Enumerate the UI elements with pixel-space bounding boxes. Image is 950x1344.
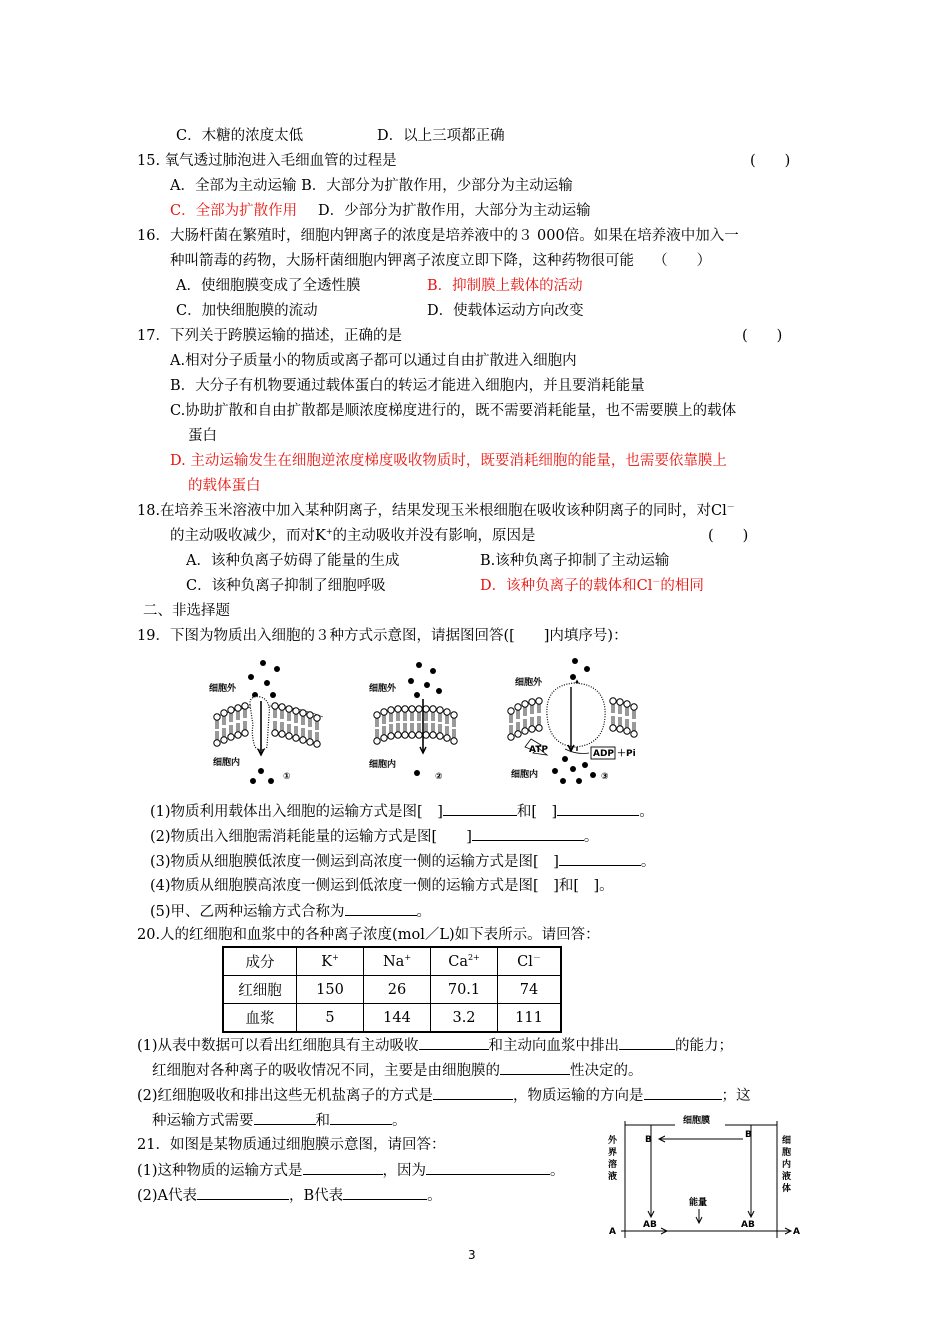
- q17-option-c-line2: 蛋白: [188, 428, 217, 444]
- diagram-1-inside-label: 细胞内: [213, 758, 241, 768]
- diagram-2-number: ②: [435, 772, 443, 782]
- q15-option-d: D．少部分为扩散作用，大部分为主动运输: [318, 203, 591, 219]
- q19-s1-blank-b[interactable]: [557, 801, 639, 816]
- table-cell: 150: [297, 976, 364, 1004]
- q20-s2-blank-c[interactable]: [254, 1110, 316, 1125]
- table-header-cell: Cl－: [498, 947, 562, 976]
- q19-s2-blank[interactable]: [472, 826, 584, 841]
- membrane-transport-diagram: [205, 655, 645, 795]
- q17-option-d-line1: D. 主动运输发生在细胞逆浓度梯度吸收物质时，既要消耗细胞的能量，也需要依靠膜上: [170, 453, 727, 469]
- q19-sub-1: (1)物质利用载体出入细胞的运输方式是图[ ] 和[ ] 。: [150, 801, 654, 822]
- table-cell: 26: [364, 976, 431, 1004]
- inside-liquid-label-3: 内: [782, 1160, 792, 1170]
- q16-option-a: A．使细胞膜变成了全透性膜: [176, 278, 361, 294]
- q18-option-b: B.该种负离子抑制了主动运输: [480, 553, 670, 569]
- q21-sub-2: (2)A代表 ，B代表 。: [137, 1185, 442, 1206]
- q19-sub-3: (3)物质从细胞膜低浓度一侧运到高浓度一侧的运输方式是图[ ] 。: [150, 851, 655, 872]
- q21-s2-blank-b[interactable]: [343, 1185, 427, 1200]
- q19-s5-blank[interactable]: [345, 901, 417, 916]
- q18-option-a: A．该种负离子妨碍了能量的生成: [186, 553, 400, 569]
- q19-s1-blank-a[interactable]: [443, 801, 517, 816]
- q19-stem: 19．下图为物质出入细胞的３种方式示意图，请据图回答([ ]内填序号)：: [137, 628, 628, 644]
- outside-solution-label-4: 液: [608, 1172, 618, 1182]
- q16-option-d: D．使载体运动方向改变: [427, 303, 584, 319]
- membrane-passage-diagram: [605, 1113, 805, 1243]
- q18-option-d: D．该种负离子的载体和Cl－的相同: [480, 577, 704, 594]
- outside-solution-label-3: 溶: [608, 1160, 618, 1170]
- a-label-right: A: [793, 1227, 800, 1237]
- page-number: 3: [468, 1248, 476, 1262]
- diagram-3-outside-label: 细胞外: [515, 678, 543, 688]
- inside-liquid-label-5: 体: [782, 1184, 792, 1194]
- q21-s2-blank-a[interactable]: [197, 1185, 289, 1200]
- q20-sub-2-line1: (2)红细胞吸收和排出这些无机盐离子的方式是 ，物质运输的方向是 ；这: [137, 1085, 751, 1106]
- q17-stem: 17．下列关于跨膜运输的描述，正确的是: [137, 328, 402, 344]
- q17-option-b: B．大分子有机物要通过载体蛋白的转运才能进入细胞内，并且要消耗能量: [170, 378, 645, 394]
- table-cell: 血浆: [223, 1004, 297, 1033]
- a-label-left: A: [609, 1227, 616, 1237]
- q17-paren: ( ): [742, 328, 783, 344]
- q19-sub-4: (4)物质从细胞膜高浓度一侧运到低浓度一侧的运输方式是图[ ]和[ ]。: [150, 878, 614, 894]
- table-row: [223, 976, 561, 1004]
- inside-liquid-label-2: 胞: [782, 1148, 792, 1158]
- q20-s2-blank-a[interactable]: [433, 1085, 513, 1100]
- q16-stem-line1: 16．大肠杆菌在繁殖时，细胞内钾离子的浓度是培养液中的３ 000倍。如果在培养液中加入一: [137, 228, 739, 244]
- q17-option-a: A.相对分子质量小的物质或离子都可以通过自由扩散进入细胞内: [170, 353, 577, 369]
- q16-option-b: B．抑制膜上载体的活动: [427, 278, 583, 294]
- q20-s2-blank-d[interactable]: [330, 1110, 392, 1125]
- inside-liquid-label-1: 细: [782, 1136, 792, 1146]
- q20-s1-blank-c[interactable]: [500, 1060, 570, 1075]
- q19-sub-5: (5)甲、乙两种运输方式合称为 。: [150, 901, 431, 922]
- diagram-1-number: ①: [283, 772, 291, 782]
- q20-s1-blank-a[interactable]: [419, 1035, 489, 1050]
- q14-option-c: C．木糖的浓度太低: [176, 128, 304, 144]
- q20-s1-blank-b[interactable]: [619, 1035, 675, 1050]
- q17-option-d-line2: 的载体蛋白: [188, 478, 261, 494]
- diagram-2-free-diffusion: [369, 662, 457, 782]
- table-cell: 70.1: [431, 976, 498, 1004]
- diagram-3-number: ③: [601, 772, 609, 782]
- table-row: [223, 1004, 561, 1033]
- atp-label: ATP: [529, 745, 549, 755]
- q15-option-ab: A．全部为主动运输 B．大部分为扩散作用，少部分为主动运输: [170, 178, 573, 194]
- diagram-3-active-transport: [508, 658, 637, 784]
- q19-sub-2: (2)物质出入细胞需消耗能量的运输方式是图[ ] 。: [150, 826, 598, 847]
- table-header-cell: 成分: [223, 947, 297, 976]
- q18-stem-line2: 的主动吸收减少，而对K+的主动吸收并没有影响，原因是: [170, 527, 536, 544]
- outside-solution-label-1: 外: [608, 1136, 618, 1146]
- table-cell: 5: [297, 1004, 364, 1033]
- outside-solution-label-2: 界: [608, 1148, 618, 1158]
- table-cell: 144: [364, 1004, 431, 1033]
- q21-stem: 21．如图是某物质通过细胞膜示意图，请回答：: [137, 1137, 446, 1153]
- q18-stem-line1: 18.在培养玉米溶液中加入某种阴离子，结果发现玉米根细胞在吸收该种阴离子的同时，对Cl－: [137, 502, 735, 519]
- q21-sub-1: (1)这种物质的运输方式是 ，因为 。: [137, 1160, 565, 1181]
- q15-paren: ( ): [750, 153, 791, 169]
- b-label-left: B: [645, 1135, 652, 1145]
- q20-stem: 20.人的红细胞和血浆中的各种离子浓度(mol／L)如下表所示。请回答：: [137, 927, 600, 943]
- table-header-cell: Na+: [364, 947, 431, 976]
- q19-s3-blank[interactable]: [559, 851, 641, 866]
- q20-sub-1-line1: (1)从表中数据可以看出红细胞具有主动吸收 和主动向血浆中排出 的能力；: [137, 1035, 733, 1056]
- diagram-2-inside-label: 细胞内: [369, 760, 397, 770]
- q21-s1-blank-a[interactable]: [303, 1160, 383, 1175]
- table-cell: 红细胞: [223, 976, 297, 1004]
- q21-s1-blank-b[interactable]: [426, 1160, 550, 1175]
- ion-concentration-table: [222, 946, 562, 1033]
- table-cell: 74: [498, 976, 562, 1004]
- table-header-cell: $Ca^{2+}$: [431, 947, 498, 976]
- q18-paren: ( ): [708, 528, 749, 544]
- q20-s2-blank-b[interactable]: [644, 1085, 722, 1100]
- section-2-heading: 二、非选择题: [143, 603, 230, 619]
- q16-stem-line2: 种叫箭毒的药物，大肠杆菌细胞内钾离子浓度立即下降，这种药物很可能 （ ）: [170, 253, 712, 269]
- inside-liquid-label-4: 液: [782, 1172, 792, 1182]
- q18-option-c: C．该种负离子抑制了细胞呼吸: [186, 578, 386, 594]
- q15-option-c: C．全部为扩散作用: [170, 203, 298, 219]
- q20-sub-2-line2: 种运输方式需要 和 。: [152, 1110, 407, 1131]
- q15-stem: 15. 氧气透过肺泡进入毛细血管的过程是: [137, 153, 397, 169]
- q17-option-c-line1: C.协助扩散和自由扩散都是顺浓度梯度进行的，既不需要消耗能量，也不需要膜上的载体: [170, 403, 737, 419]
- energy-label: 能量: [689, 1198, 708, 1208]
- diagram-3-inside-label: 细胞内: [511, 770, 539, 780]
- diagram-2-outside-label: 细胞外: [369, 684, 397, 694]
- ab-label-right: AB: [741, 1220, 755, 1230]
- ab-label-left: AB: [643, 1220, 657, 1230]
- q16-option-c: C．加快细胞膜的流动: [176, 303, 318, 319]
- table-cell: 3.2: [431, 1004, 498, 1033]
- adp-label: ADP: [593, 749, 615, 759]
- table-cell: 111: [498, 1004, 562, 1033]
- membrane-label: 细胞膜: [683, 1116, 711, 1126]
- table-header-row: [223, 947, 561, 976]
- diagram-1-carrier-diffusion: [209, 660, 323, 784]
- b-label-right: B: [745, 1130, 752, 1140]
- q20-sub-1-line2: 红细胞对各种离子的吸收情况不同，主要是由细胞膜的 性决定的。: [152, 1060, 643, 1081]
- diagram-1-outside-label: 细胞外: [209, 684, 237, 694]
- q14-option-d: D．以上三项都正确: [377, 128, 505, 144]
- table-header-cell: K+: [297, 947, 364, 976]
- pi-label: ＋Pi: [617, 749, 636, 759]
